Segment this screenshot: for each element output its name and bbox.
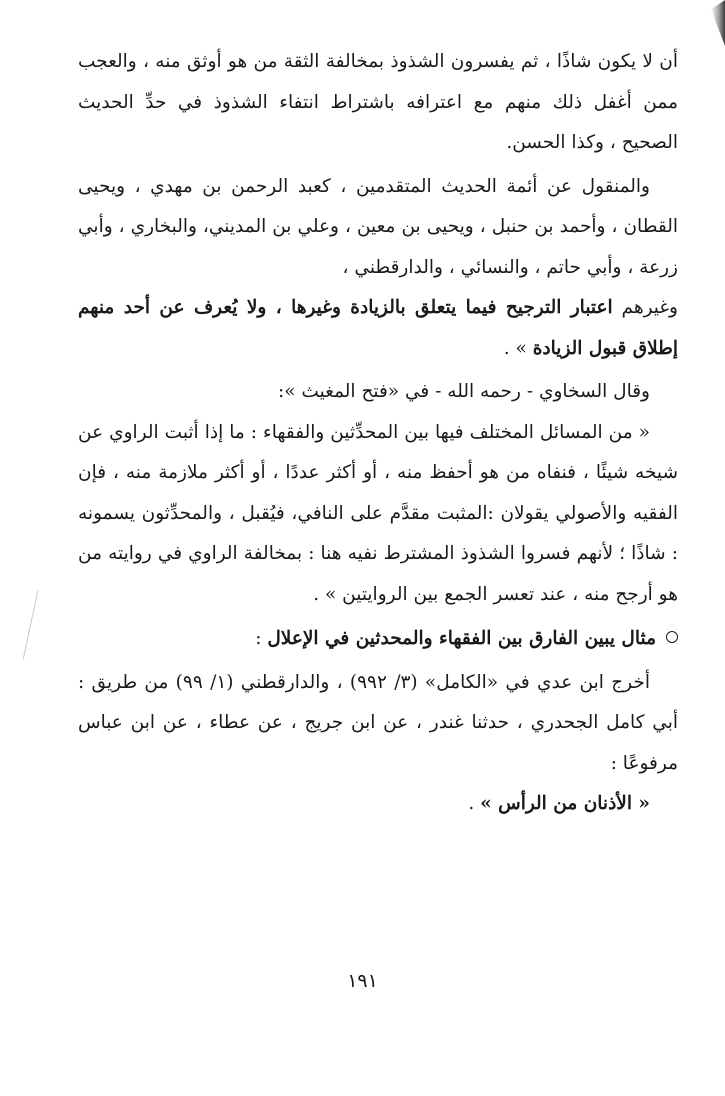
paragraph-2: والمنقول عن أئمة الحديث المتقدمين ، كعبد الرحمن بن مهدي ، ويحيى القطان ، وأحمد بن حنبل ، ويحيى بن معين ، وعلي بن المديني، والبخاري ، وأبي زرعة ، وأبي حاتم ، والنسائي ، والدارقطني ، (78, 175, 678, 278)
sakhawi-quote: « من المسائل المختلف فيها بين المحدِّثين والفقهاء : ما إذا أثبت الراوي عن شيخه شيئًا ، فنفاه من هو أحفظ منه ، أو أكثر عددًا ، أو أكثر ملازمة منه ، فإن الفقيه والأصولي يقولان :المثبت مقدَّم على النافي، فيُقبل ، والمحدِّثون يسمونه : شاذًا ؛ لأنهم فسروا الشذوذ المشترط نفيه هنا : بمخالفة الراوي في روايته من هو أرجح منه ، عند تعسر الجمع بين الروايتين » . (78, 421, 678, 605)
margin-pencil-mark (23, 591, 39, 660)
body-text (78, 42, 678, 825)
section-heading (78, 619, 678, 660)
paragraph-3-bold: اعتبار الترجيح فيما يتعلق بالزيادة وغيرها ، ولا يُعرف عن أحد منهم إطلاق قبول الزيادة (78, 297, 678, 359)
paragraph-3 (78, 288, 678, 369)
paragraph-1: أن لا يكون شاذًا ، ثم يفسرون الشذوذ بمخالفة الثقة من هو أوثق منه ، والعجب ممن أغفل ذلك منهم مع اعترافه باشتراط انتفاء الشذوذ في حدِّ الحديث الصحيح ، وكذا الحسن. (78, 51, 678, 153)
circle-bullet-icon (666, 631, 678, 643)
hadith-tail: . (468, 793, 481, 814)
paragraph-3-lead: وغيرهم (612, 297, 678, 318)
page-number: ١٩١ (347, 970, 378, 992)
hadith-quote: « الأذنان من الرأس » (480, 793, 650, 814)
page-corner-mark (711, 0, 725, 46)
paragraph-3-tail: » . (503, 337, 533, 359)
section-heading-colon: : (255, 628, 268, 649)
hadith-text (78, 784, 678, 825)
paragraph-6: أخرج ابن عدي في «الكامل» (٣/ ٩٩٢) ، والدارقطني (١/ ٩٩) من طريق : أبي كامل الجحدري ، حدثنا غندر ، عن ابن جريج ، عن عطاء ، عن ابن عباس مرفوعًا : (78, 671, 678, 774)
paragraph-4: وقال السخاوي - رحمه الله - في «فتح المغيث »: (277, 381, 650, 402)
section-heading-text: مثال يبين الفارق بين الفقهاء والمحدثين في الإعلال (267, 628, 656, 649)
